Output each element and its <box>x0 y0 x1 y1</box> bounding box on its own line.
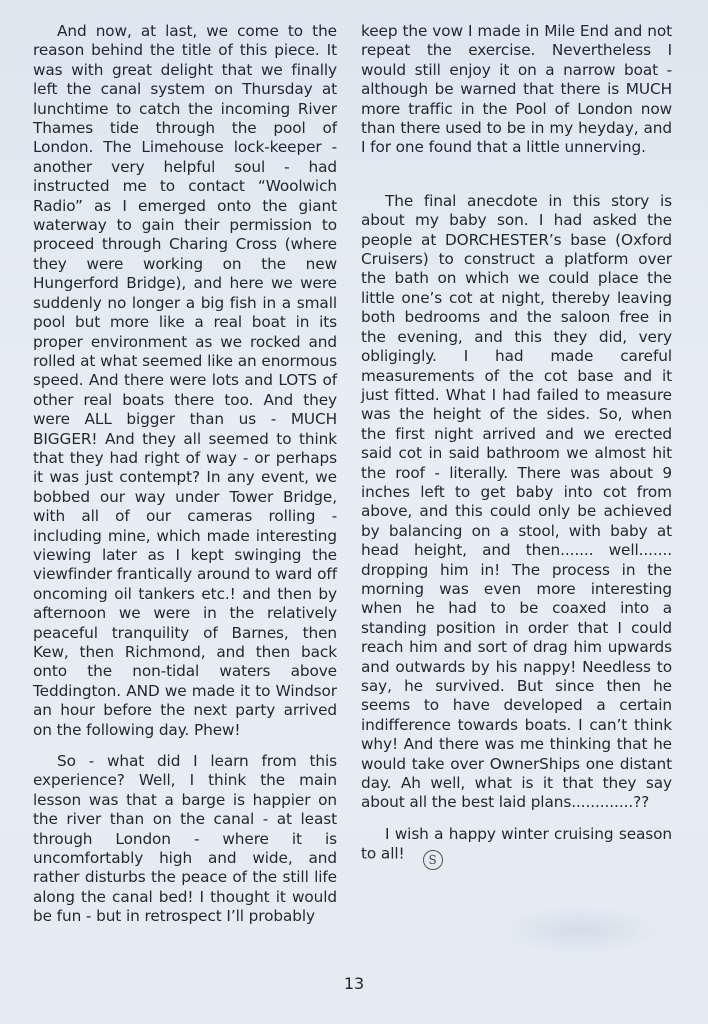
paragraph-thames-journey: And now, at last, we come to the reason behind the title of this piece. It was with great delight that we finally left the canal system on Thursday at lunchtime to catch the incoming River Thames tide through the pool of London. The Limehouse lock-keeper - another very helpful soul - had instructed me to contact “Woolwich Radio” as I emerged onto the giant waterway to gain their permission to proceed through Charing Cross (where they were working on the new Hungerford Bridge), and here we were suddenly no longer a big fish in a small pool but more like a real boat in its proper environment as we rocked and rolled at what seemed like an enormous speed. And there were lots and LOTS of other real boats there too. And they were ALL bigger than us - MUCH BIGGER! And they all seemed to think that they had right of way - or perhaps it was just contempt? In any event, we bobbed our way under Tower Bridge, with all of our cameras rolling - including mine, which made interesting viewing later as I kept swinging the viewfinder frantically around to ward off oncoming oil tankers etc.! and then by afternoon we were in the relatively peaceful tranquility of Barnes, then Kew, then Richmond, and then back onto the non-tidal waters above Teddington. AND we made it to Windsor an hour before the next party arrived on the following day. Phew! <box>33 22 337 739</box>
paragraph-closing-wish <box>361 824 672 868</box>
paragraph-vow-continued: keep the vow I made in Mile End and not repeat the exercise. Nevertheless I would still enjoy it on a narrow boat - although be warned that there is MUCH more traffic in the Pool of London now than there used to be in my heyday, and I for one found that a little unnerving. <box>361 22 672 157</box>
show-through-smudge <box>500 905 660 955</box>
closing-wish-text: I wish a happy winter cruising season to all! <box>361 824 672 863</box>
paragraph-lesson-learned: So - what did I learn from this experience? Well, I think the main lesson was that a barge is happier on the river than on the canal - at least through London - where it is uncomfortably high and wide, and rather disturbs the peace of the still life along the canal bed! I thought it would be fun - but in retrospect I’ll probably <box>33 752 337 926</box>
left-text-column <box>33 22 337 939</box>
right-text-column <box>361 22 672 876</box>
paragraph-baby-anecdote: The final anecdote in this story is about my baby son. I had asked the people at DORCHESTER’s base (Oxford Cruisers) to construct a platform over the bath on which we could place the little one’s cot at night, thereby leaving both bedrooms and the saloon free in the evening, and this they did, very obligingly. I had made careful measurements of the cot base and it just fitted. What I had failed to measure was the height of the sides. So, when the first night arrived and we erected said cot in said bathroom we almost hit the roof - literally. There was about 9 inches left to get baby into cot from above, and this could only be achieved by balancing on a stool, with baby at head height, and then....... well....... dropping him in! The process in the morning was even more interesting when he had to be coaxed into a standing position in order that I could reach him and sort of drag him upwards and outwards by his nappy! Needless to say, he survived. But since then he seems to have developed a certain indifference towards boats. I can’t think why! And there was me thinking that he would take over OwnerShips one distant day. Ah well, what is it that they say about all the best laid plans.............?? <box>361 191 672 812</box>
end-of-article-mark-icon: S <box>423 850 443 870</box>
page-number: 13 <box>343 974 365 993</box>
